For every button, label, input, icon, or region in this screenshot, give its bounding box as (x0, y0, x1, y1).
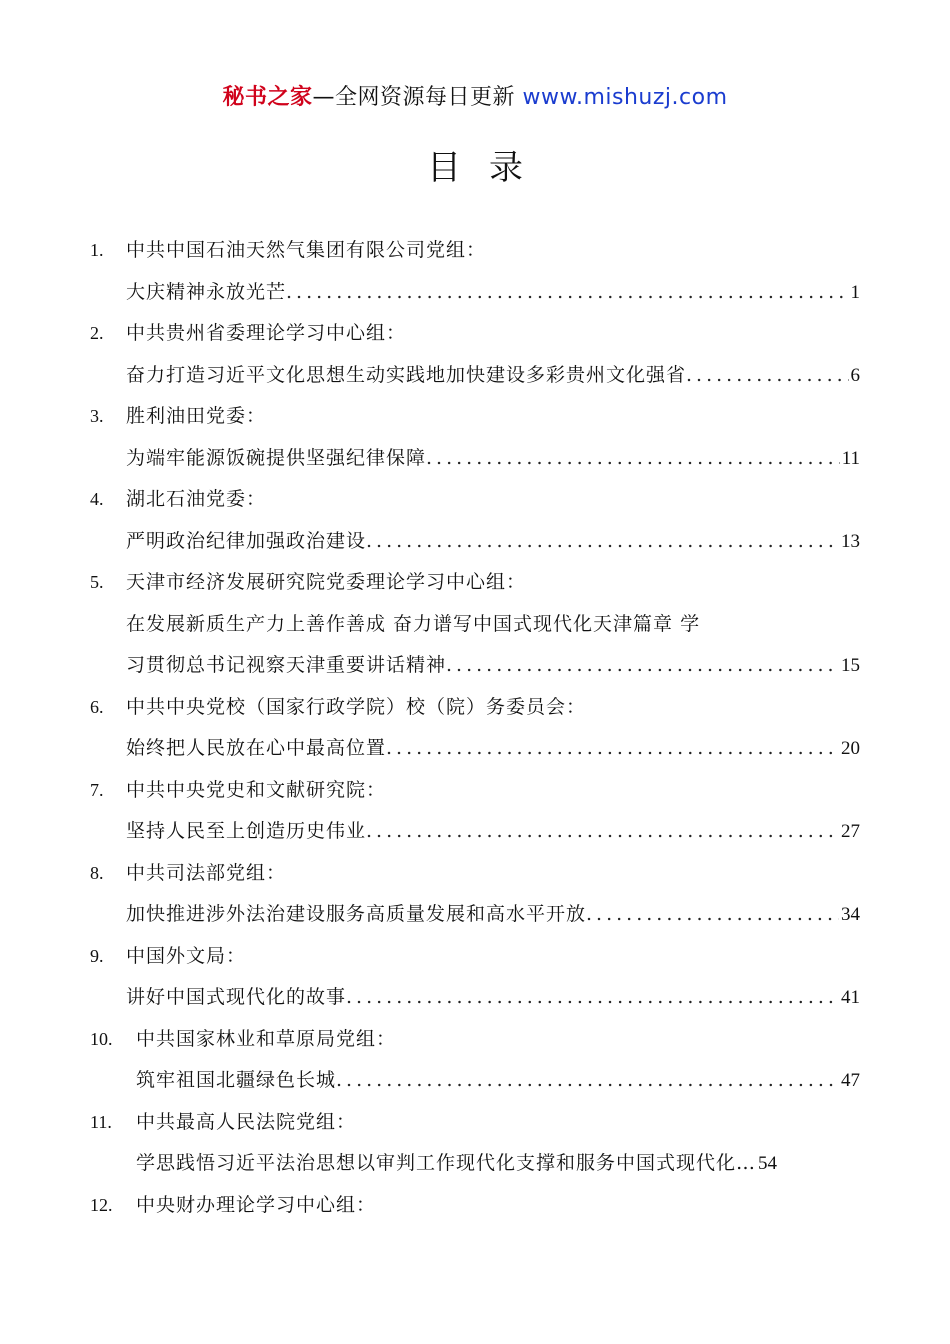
toc-entry-heading[interactable] (90, 562, 860, 604)
toc-entry-title-line[interactable] (90, 355, 860, 397)
toc-entry-title-line[interactable] (90, 1060, 860, 1102)
toc-entry-org: 中共最高人民法院党组： (136, 1110, 357, 1133)
toc-page-number: 41 (841, 987, 860, 1008)
toc-page-number: 15 (841, 655, 860, 676)
toc-entry-title-line[interactable] (90, 645, 860, 687)
toc-entry-number: 11. (90, 1111, 112, 1132)
toc-entry-title: 坚持人民至上创造历史伟业 (126, 820, 367, 842)
toc-entry-number: 6. (90, 696, 104, 717)
toc-entry-title-line[interactable] (90, 1143, 860, 1185)
toc-entry-title: 筑牢祖国北疆绿色长城 (136, 1069, 337, 1091)
toc-entry-title: 讲好中国式现代化的故事 (126, 986, 347, 1008)
dot-leader (366, 811, 839, 853)
toc-entry-org: 中国外文局： (126, 944, 247, 967)
toc-entry-number: 1. (90, 240, 104, 260)
toc-entry-heading[interactable] (90, 687, 860, 729)
toc-entry-heading[interactable] (90, 936, 860, 978)
toc-page-number: 1 (850, 281, 860, 303)
toc-page-number: 13 (841, 530, 860, 552)
toc-entry-title: 习贯彻总书记视察天津重要讲话精神 (126, 654, 447, 676)
dot-leader (286, 272, 848, 314)
toc-entry-heading[interactable] (90, 1019, 860, 1061)
toc-entry-title-line[interactable] (90, 977, 860, 1019)
toc-entry-heading[interactable] (90, 1102, 860, 1144)
page-title: 目录 (427, 148, 551, 188)
banner-slogan: —全网资源每日更新 (312, 85, 516, 110)
toc-page-number: 27 (841, 821, 860, 842)
toc-entry-heading[interactable] (90, 479, 860, 521)
dot-leader (336, 1060, 839, 1102)
toc-entry-org: 中共司法部党组： (126, 861, 287, 884)
toc-entry-title: 奋力打造习近平文化思想生动实践地加快建设多彩贵州文化强省 (126, 363, 687, 386)
toc-entry-org: 中央财办理论学习中心组： (136, 1193, 377, 1216)
dot-leader (426, 438, 840, 480)
toc-entry-org: 中共中央党史和文献研究院： (126, 778, 387, 801)
toc-entry-number: 8. (90, 862, 104, 883)
toc-page-number: 47 (841, 1070, 860, 1091)
toc-page-number: 20 (841, 738, 860, 759)
dot-leader (686, 355, 848, 397)
dot-leader (386, 728, 839, 770)
toc-entry-title: 为端牢能源饭碗提供坚强纪律保障 (126, 446, 427, 469)
toc-entry-number: 5. (90, 572, 104, 592)
toc-entry-org: 天津市经济发展研究院党委理论学习中心组： (126, 571, 527, 593)
toc-entry-number: 7. (90, 779, 104, 800)
toc-entry-org: 中共国家林业和草原局党组： (136, 1027, 397, 1050)
toc-entry-heading[interactable] (90, 313, 860, 355)
toc-entry-org: 胜利油田党委： (126, 405, 267, 427)
toc-entry-heading[interactable] (90, 396, 860, 438)
site-url-link[interactable]: www.mishuzj.com (522, 85, 728, 110)
toc-entry-number: 2. (90, 323, 104, 343)
toc-entry-title: 始终把人民放在心中最高位置 (126, 737, 387, 759)
toc-entry-org: 中共中国石油天然气集团有限公司党组： (126, 239, 487, 261)
toc-entry-title: 在发展新质生产力上善作善成 奋力谱写中国式现代化天津篇章 学 (126, 612, 701, 635)
toc-page-number: 54 (758, 1153, 778, 1174)
toc-entry-number: 9. (90, 945, 104, 966)
toc-entry-number: 4. (90, 489, 104, 509)
toc-page-number: 34 (841, 904, 860, 925)
toc-entry-title: 大庆精神永放光芒 (126, 280, 287, 303)
toc-entry-heading[interactable] (90, 770, 860, 812)
toc-entry-title-line[interactable] (90, 811, 860, 853)
table-of-contents (90, 230, 860, 1226)
toc-entry-title-line[interactable] (90, 728, 860, 770)
toc-entry-title: 严明政治纪律加强政治建设 (126, 529, 367, 552)
toc-entry-org: 中共贵州省委理论学习中心组： (126, 322, 407, 344)
toc-entry-heading[interactable] (90, 230, 860, 272)
toc-entry-org: 湖北石油党委： (126, 488, 267, 510)
toc-entry-number: 12. (90, 1194, 113, 1215)
toc-entry-title: 加快推进涉外法治建设服务高质量发展和高水平开放 (126, 903, 587, 925)
toc-entry-title-line[interactable] (90, 604, 860, 646)
toc-entry-title-line[interactable] (90, 272, 860, 314)
toc-entry-org: 中共中央党校（国家行政学院）校（院）务委员会： (126, 695, 587, 718)
toc-entry-title-line[interactable] (90, 894, 860, 936)
toc-page-number: 6 (850, 364, 860, 386)
dot-leader (366, 521, 839, 563)
toc-entry-title-line[interactable] (90, 438, 860, 480)
toc-entry-number: 10. (90, 1028, 113, 1049)
site-banner (0, 80, 950, 111)
toc-entry-title-line[interactable] (90, 521, 860, 563)
toc-entry-title: 学思践悟习近平法治思想以审判工作现代化支撑和服务中国式现代化… (136, 1152, 757, 1174)
brand-name: 秘书之家 (222, 85, 313, 110)
toc-entry-heading[interactable] (90, 853, 860, 895)
dot-leader (586, 894, 839, 936)
toc-entry-number: 3. (90, 406, 104, 426)
dot-leader (346, 977, 839, 1019)
dot-leader (446, 645, 839, 687)
toc-page-number: 11 (841, 447, 860, 469)
toc-entry-heading[interactable] (90, 1185, 860, 1227)
